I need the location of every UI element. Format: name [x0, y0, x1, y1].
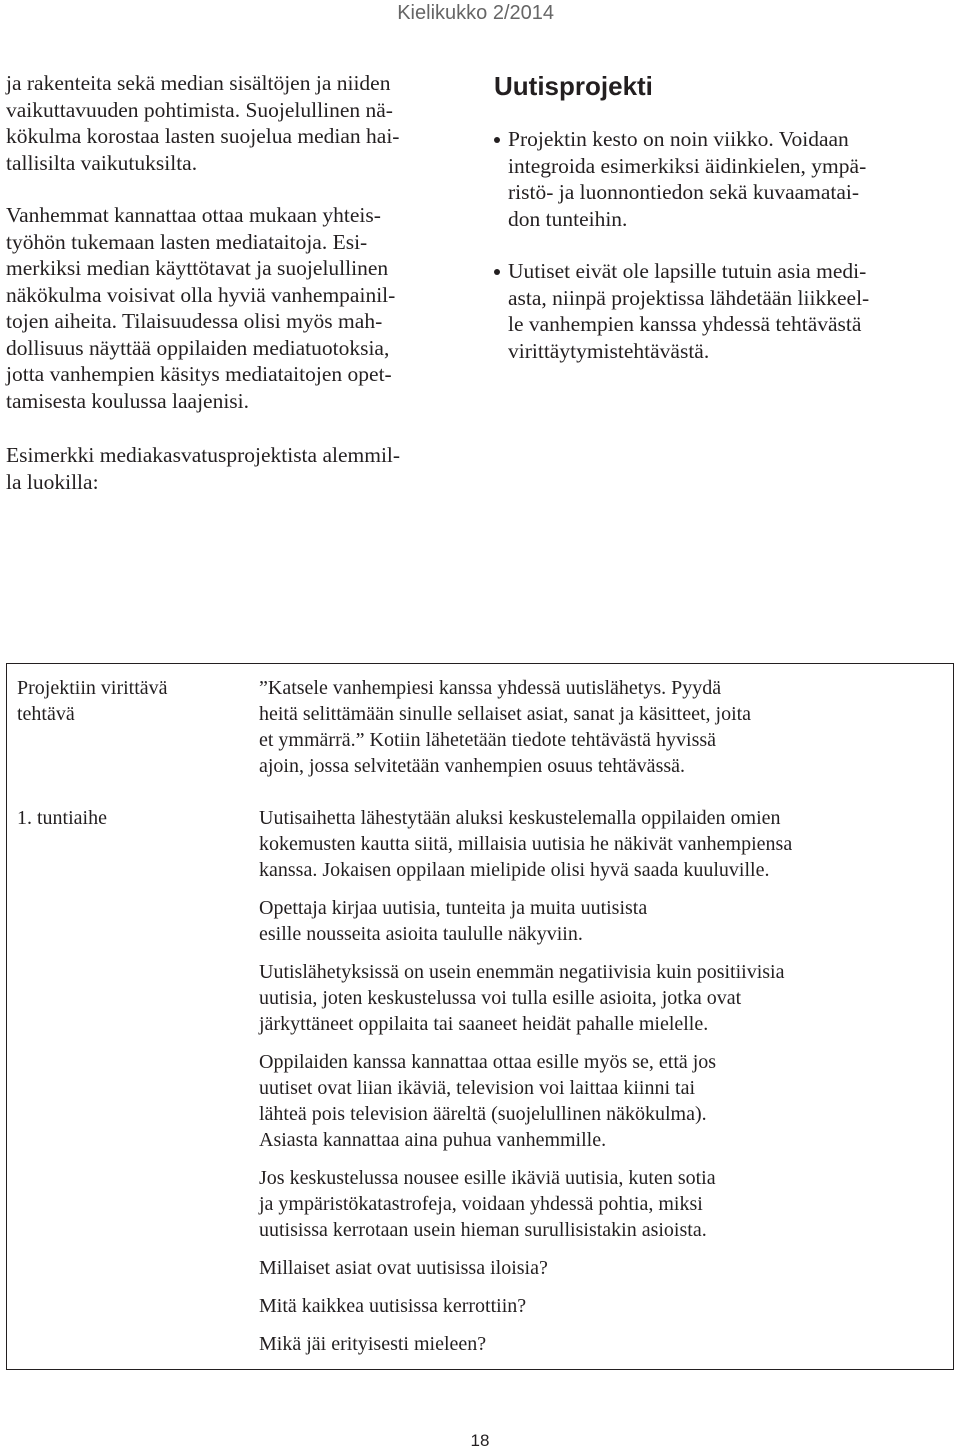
cell-paragraph [259, 675, 899, 779]
text-line: uutiset ovat liian ikäviä, television voi laittaa kiinni tai [259, 1077, 696, 1099]
body-paragraph [6, 70, 466, 176]
text-line: tallisilta vaikutuksilta. [6, 150, 198, 175]
example-intro [6, 442, 466, 495]
text-line: Esimerkki mediakasvatusprojektista alemmil- [6, 443, 401, 467]
row-label [17, 675, 237, 727]
text-line: Jos keskustelussa nousee esille ikäviä uutisia, kuten sotia [259, 1167, 716, 1189]
text-line: ”Katsele vanhempiesi kanssa yhdessä uutislähetys. Pyydä [259, 677, 722, 699]
text-line: ajoin, jossa selvitetään vanhempien osuus tehtävässä. [259, 755, 686, 777]
text-line: don tunteihin. [508, 206, 628, 231]
text-line: Oppilaiden kanssa kannattaa ottaa esille myös se, että jos [259, 1051, 717, 1073]
cell-paragraph [259, 959, 899, 1037]
bullet-list [494, 126, 956, 364]
text-line: kokemusten kautta siitä, millaisia uutisia he näkivät vanhempiensa [259, 833, 793, 855]
running-head: Kielikukko 2/2014 [397, 2, 554, 24]
text-line: integroida esimerkiksi äidinkielen, ympä- [508, 153, 867, 178]
text-line: dollisuus näyttää oppilaiden mediatuotoksia, [6, 335, 390, 360]
cell-paragraph [259, 805, 899, 883]
cell-paragraph [259, 1331, 899, 1357]
bullet-item [494, 258, 956, 364]
cell-paragraph [259, 895, 899, 947]
text-line: tojen aiheita. Tilaisuudessa olisi myös mah- [6, 309, 383, 333]
text-line: Uutislähetyksissä on usein enemmän negatiivisia kuin positiivisia [259, 961, 785, 983]
left-column [6, 70, 466, 414]
text-line: ristö- ja luonnontiedon sekä kuvaamatai- [508, 180, 860, 204]
text-line: vaikuttavuuden pohtimista. Suojelullinen nä- [6, 97, 393, 122]
text-line: la luokilla: [6, 469, 99, 494]
text-line: järkyttäneet oppilaita tai saaneet heidät pahalle mielelle. [259, 1013, 709, 1035]
cell-paragraph [259, 1255, 899, 1281]
text-line: virittäytymistehtävästä. [508, 338, 710, 363]
text-line: Opettaja kirjaa uutisia, tunteita ja muita uutisista [259, 897, 648, 919]
bullet-icon [494, 269, 500, 275]
text-line: Vanhemmat kannattaa ottaa mukaan yhteis- [6, 203, 381, 227]
cell-paragraph [259, 1293, 899, 1319]
body-paragraph [6, 202, 466, 414]
text-line: Uutiset eivät ole lapsille tutuin asia medi- [508, 259, 867, 283]
text-line: Mikä jäi erityisesti mieleen? [259, 1333, 487, 1355]
text-line: tamisesta koulussa laajenisi. [6, 388, 250, 413]
text-line: Millaiset asiat ovat uutisissa iloisia? [259, 1257, 548, 1279]
row-content [259, 675, 899, 779]
text-line: ja rakenteita sekä median sisältöjen ja niiden [6, 71, 391, 95]
text-line: asta, niinpä projektissa lähdetään liikkeel- [508, 285, 870, 310]
text-line: merkiksi median käyttötavat ja suojelullinen [6, 256, 389, 280]
row-content [259, 805, 899, 1357]
text-line: heitä selittämään sinulle sellaiset asiat, sanat ja käsitteet, joita [259, 703, 752, 725]
right-column [494, 70, 956, 364]
text-line: kanssa. Jokaisen oppilaan mielipide olisi hyvä saada kuuluville. [259, 859, 770, 881]
text-line: Projektiin virittävä [17, 677, 168, 699]
cell-paragraph [259, 1049, 899, 1153]
text-line: Projektin kesto on noin viikko. Voidaan [508, 127, 849, 151]
section-title: Uutisprojekti [494, 71, 653, 101]
text-line: näkökulma voisivat olla hyviä vanhempainil- [6, 282, 396, 307]
text-line: le vanhempien kanssa yhdessä tehtävästä [508, 312, 862, 336]
row-label [17, 805, 237, 831]
text-line: lähteä pois television ääreltä (suojelullinen näkökulma). [259, 1103, 707, 1125]
text-line: et ymmärrä.” Kotiin lähetetään tiedote tehtävästä hyvissä [259, 729, 717, 751]
text-line: ja ympäristökatastrofeja, voidaan yhdessä pohtia, miksi [259, 1193, 703, 1215]
text-line: Asiasta kannattaa aina puhua vanhemmille. [259, 1129, 607, 1151]
page-number: 18 [470, 1431, 490, 1450]
text-line: esille nousseita asioita taululle näkyviin. [259, 923, 583, 945]
text-line: tehtävä [17, 703, 75, 725]
text-line: uutisia, joten keskustelussa voi tulla esille asioita, jotka ovat [259, 987, 742, 1009]
text-line: uutisissa kerrotaan usein hieman surullisistakin asioista. [259, 1219, 707, 1241]
text-line: työhön tukemaan lasten mediataitoja. Esi- [6, 229, 368, 254]
text-line: Mitä kaikkea uutisissa kerrottiin? [259, 1295, 527, 1317]
text-line: 1. tuntiaihe [17, 807, 107, 829]
task-table [6, 663, 954, 1370]
bullet-item [494, 126, 956, 232]
bullet-icon [494, 137, 500, 143]
text-line: kökulma korostaa lasten suojelua median hai- [6, 124, 400, 148]
text-line: Uutisaihetta lähestytään aluksi keskustelemalla oppilaiden omien [259, 807, 781, 829]
text-line: jotta vanhempien käsitys mediataitojen opet- [6, 362, 392, 386]
cell-paragraph [259, 1165, 899, 1243]
